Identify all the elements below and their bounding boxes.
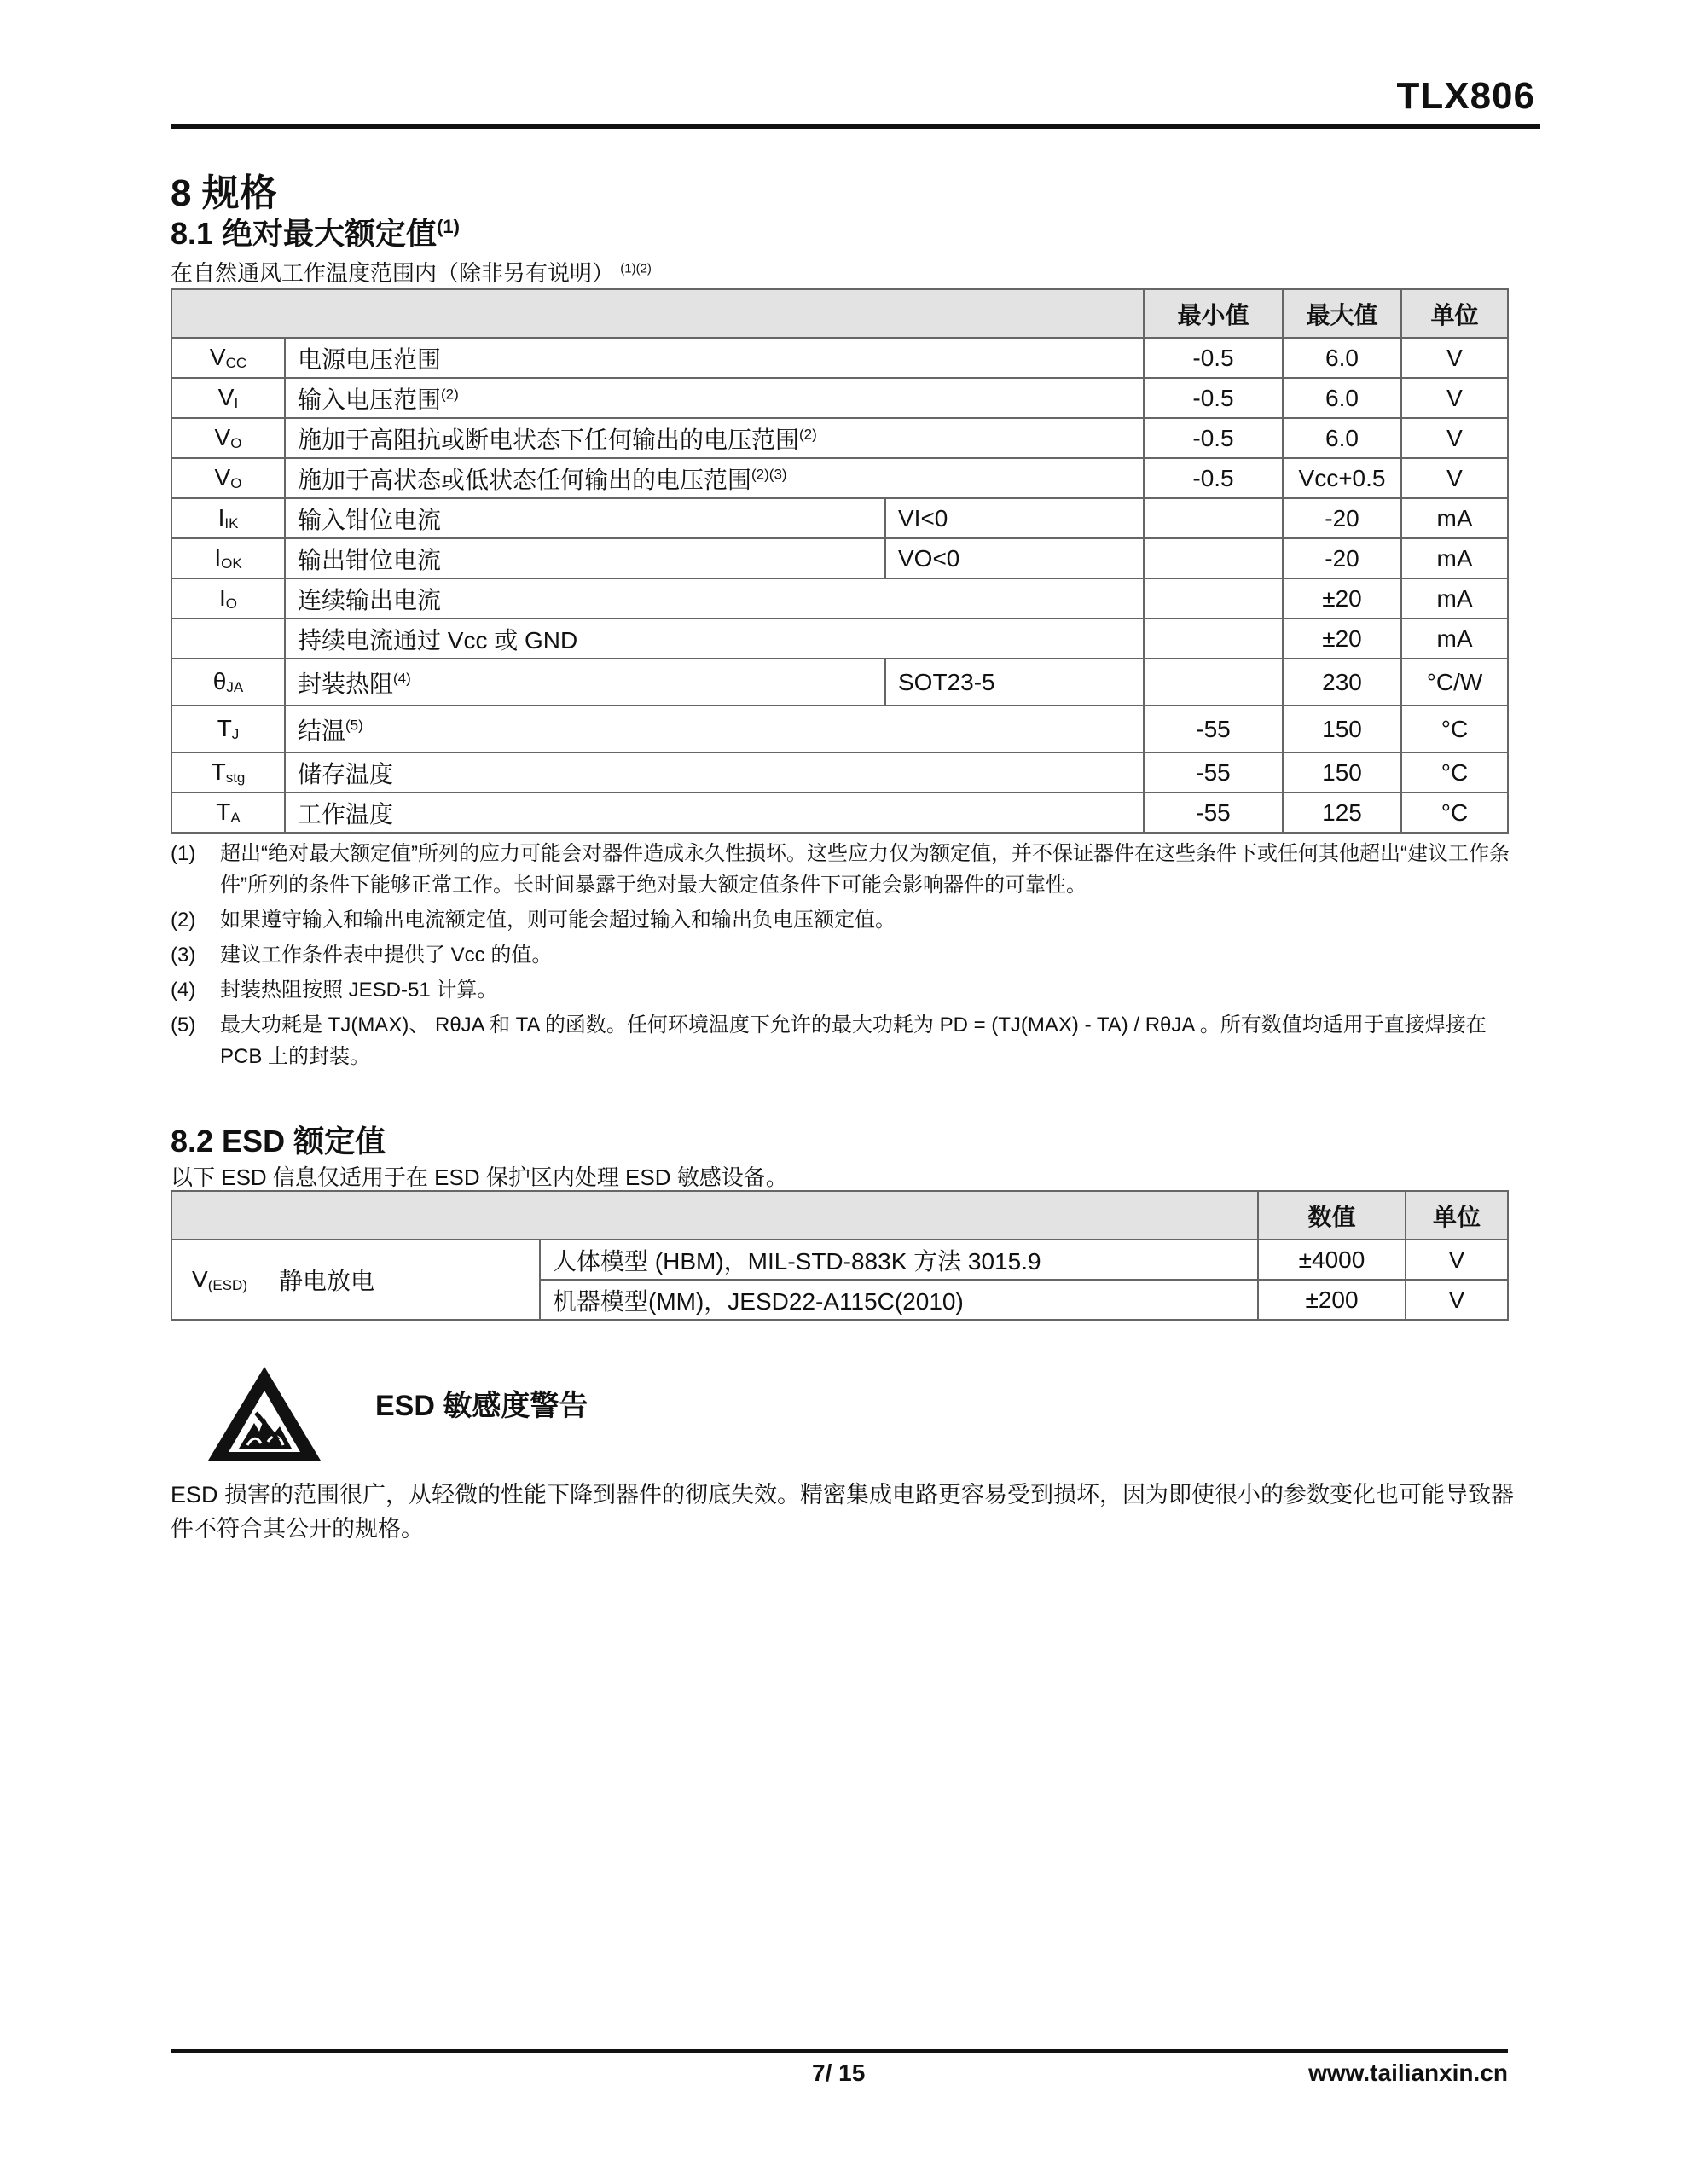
footnote <box>171 838 1518 901</box>
symbol-sub: J <box>231 726 240 742</box>
unit-cell: V <box>1401 418 1508 458</box>
symbol-sub: stg <box>225 770 246 786</box>
unit-cell: mA <box>1401 498 1508 538</box>
param-sup: (2) <box>799 426 817 443</box>
footnote-text: 建议工作条件表中提供了 Vcc 的值。 <box>220 944 553 967</box>
unit-cell: °C <box>1401 752 1508 793</box>
symbol: I <box>217 504 225 531</box>
table-row <box>171 793 1508 833</box>
table-row <box>171 498 1508 538</box>
max-cell: Vcc+0.5 <box>1283 458 1401 498</box>
table-row <box>171 338 1508 378</box>
param-text: 施加于高状态或低状态任何输出的电压范围 <box>298 466 752 493</box>
symbol-cell <box>171 793 285 833</box>
header-cell-blank <box>171 289 1144 338</box>
max-cell: 6.0 <box>1283 378 1401 418</box>
unit-cell: °C/W <box>1401 659 1508 706</box>
param-sup: (2)(3) <box>751 466 787 483</box>
param-sup: (4) <box>393 670 411 687</box>
symbol: I <box>218 584 226 611</box>
param-text: 封装热阻 <box>298 670 394 697</box>
param-sup: (2) <box>441 386 459 403</box>
section-8-1-title-sup: (1) <box>437 216 460 237</box>
unit-cell: V <box>1401 338 1508 378</box>
condition-cell: SOT23-5 <box>885 659 1144 706</box>
param-cell <box>285 418 1144 458</box>
esd-symbol <box>171 1240 267 1320</box>
symbol-sub: O <box>225 595 237 612</box>
symbol: V <box>214 464 231 491</box>
param-text: 持续电流通过 Vcc 或 GND <box>298 626 578 653</box>
table-row <box>171 378 1508 418</box>
table-row <box>171 619 1508 659</box>
min-cell <box>1144 538 1283 578</box>
param-cell <box>285 619 1144 659</box>
unit-cell: mA <box>1401 578 1508 619</box>
header-min: 最小值 <box>1144 289 1283 338</box>
symbol-sub: CC <box>225 355 247 371</box>
param-cell <box>285 706 1144 752</box>
footnote <box>171 904 1518 936</box>
param-cell <box>285 338 1144 378</box>
max-cell: 150 <box>1283 706 1401 752</box>
footnote <box>171 1009 1518 1072</box>
esd-param: 静电放电 <box>267 1240 540 1320</box>
esd-value-mm: ±200 <box>1258 1280 1406 1320</box>
footnote <box>171 974 1518 1006</box>
esd-ratings-table <box>171 1190 1509 1321</box>
symbol: T <box>216 799 231 825</box>
footnote-text: 最大功耗是 TJ(MAX)、 RθJA 和 TA 的函数。任何环境温度下允许的最大功耗为 PD = (TJ(MAX) - TA) / RθJA 。所有数值均适用于直接焊接在 PCB 上的封装。 <box>220 1014 1487 1068</box>
param-text: 工作温度 <box>298 800 394 828</box>
unit-cell: °C <box>1401 793 1508 833</box>
min-cell <box>1144 619 1283 659</box>
param-text: 输入电压范围 <box>298 386 442 413</box>
symbol-cell <box>171 578 285 619</box>
symbol: θ <box>212 668 227 694</box>
param-text: 连续输出电流 <box>298 586 442 613</box>
footnote-number: (5) <box>171 1014 196 1037</box>
header-rule <box>171 124 1540 129</box>
param-cell <box>285 538 885 578</box>
footnote-number: (1) <box>171 842 196 865</box>
symbol-sub: O <box>230 435 242 451</box>
symbol-cell <box>171 706 285 752</box>
param-cell <box>285 752 1144 793</box>
param-cell <box>285 793 1144 833</box>
subtitle-text: 在自然通风工作温度范围内（除非另有说明） <box>171 260 615 286</box>
unit-cell: mA <box>1401 538 1508 578</box>
max-cell: 125 <box>1283 793 1401 833</box>
symbol-sub: A <box>230 810 241 826</box>
footnote-text: 超出“绝对最大额定值”所列的应力可能会对器件造成永久性损坏。这些应力仅为额定值，并不保证器件在这些条件下或任何其他超出“建议工作条件”所列的条件下能够正常工作。长时间暴露于绝对最大额定值条件下可能会影响器件的可靠性。 <box>220 842 1510 897</box>
symbol-cell <box>171 619 285 659</box>
min-cell <box>1144 659 1283 706</box>
param-cell <box>285 578 1144 619</box>
symbol-cell <box>171 418 285 458</box>
max-cell: ±20 <box>1283 578 1401 619</box>
section-8-title: 8 规格 <box>171 172 277 214</box>
max-cell: ±20 <box>1283 619 1401 659</box>
esd-warning-body: ESD 损害的范围很广，从轻微的性能下降到器件的彻底失效。精密集成电路更容易受到损坏，因为即使很小的参数变化也可能导致器件不符合其公开的规格。 <box>171 1482 1515 1542</box>
symbol-cell <box>171 659 285 706</box>
esd-symbol-sub: (ESD) <box>207 1276 247 1293</box>
symbol: T <box>211 758 226 785</box>
header-value: 数值 <box>1258 1191 1406 1240</box>
esd-warning-icon <box>205 1363 324 1464</box>
symbol-sub: O <box>230 475 242 491</box>
symbol: V <box>217 384 235 410</box>
page-number: 7/ 15 <box>812 2059 866 2086</box>
footnote-text: 如果遵守输入和输出电流额定值，则可能会超过输入和输出负电压额定值。 <box>220 909 896 932</box>
table-row <box>171 418 1508 458</box>
param-text: 输入钳位电流 <box>298 506 442 533</box>
table-row <box>171 538 1508 578</box>
esd-warning-title: ESD 敏感度警告 <box>375 1390 588 1422</box>
table-row <box>171 752 1508 793</box>
param-cell <box>285 498 885 538</box>
max-cell: 230 <box>1283 659 1401 706</box>
param-sup: (5) <box>345 717 363 734</box>
symbol-cell <box>171 458 285 498</box>
abs-max-ratings-table <box>171 288 1509 834</box>
unit-cell: °C <box>1401 706 1508 752</box>
esd-unit-mm: V <box>1406 1280 1508 1320</box>
symbol-sub: IK <box>224 515 239 531</box>
footnotes <box>171 838 1518 1076</box>
symbol-cell <box>171 752 285 793</box>
symbol-cell <box>171 498 285 538</box>
max-cell: 6.0 <box>1283 418 1401 458</box>
unit-cell: V <box>1401 458 1508 498</box>
param-text: 输出钳位电流 <box>298 546 442 573</box>
esd-symbol-main: V <box>192 1265 208 1292</box>
param-text: 施加于高阻抗或断电状态下任何输出的电压范围 <box>298 426 800 453</box>
symbol-sub: I <box>234 395 239 411</box>
symbol-sub: JA <box>226 679 244 695</box>
esd-model-mm: 机器模型(MM)，JESD22-A115C(2010) <box>540 1280 1258 1320</box>
table-row <box>171 458 1508 498</box>
table-row <box>171 1240 1508 1280</box>
condition-cell: VO<0 <box>885 538 1144 578</box>
min-cell: -0.5 <box>1144 378 1283 418</box>
max-cell: -20 <box>1283 498 1401 538</box>
table-row <box>171 659 1508 706</box>
esd-model-hbm: 人体模型 (HBM)，MIL-STD-883K 方法 3015.9 <box>540 1240 1258 1280</box>
param-cell <box>285 378 1144 418</box>
table-header-row <box>171 1191 1508 1240</box>
esd-value-hbm: ±4000 <box>1258 1240 1406 1280</box>
min-cell <box>1144 578 1283 619</box>
condition-cell: VI<0 <box>885 498 1144 538</box>
symbol-cell <box>171 338 285 378</box>
min-cell: -55 <box>1144 752 1283 793</box>
section-8-1-title-text: 8.1 绝对最大额定值 <box>171 216 438 251</box>
doc-title: TLX806 <box>1396 75 1535 117</box>
header-cell-blank <box>171 1191 1258 1240</box>
footnote-number: (3) <box>171 944 196 967</box>
symbol: I <box>214 544 222 571</box>
symbol: V <box>214 424 231 450</box>
symbol-sub: OK <box>221 555 242 572</box>
min-cell <box>1144 498 1283 538</box>
footer-rule <box>171 2049 1508 2053</box>
section-8-1-title <box>171 210 460 253</box>
param-text: 储存温度 <box>298 760 394 787</box>
param-text: 电源电压范围 <box>298 346 442 373</box>
esd-unit-hbm: V <box>1406 1240 1508 1280</box>
section-8-1-subtitle <box>171 256 652 288</box>
footnote-number: (2) <box>171 909 196 932</box>
max-cell: -20 <box>1283 538 1401 578</box>
footnote-number: (4) <box>171 979 196 1002</box>
min-cell: -55 <box>1144 706 1283 752</box>
min-cell: -55 <box>1144 793 1283 833</box>
footnote <box>171 939 1518 971</box>
param-text: 结温 <box>298 717 346 744</box>
footnote-text: 封装热阻按照 JESD-51 计算。 <box>220 979 498 1002</box>
subtitle-sup: (1)(2) <box>620 261 652 276</box>
website-link[interactable]: www.tailianxin.cn <box>1308 2059 1508 2086</box>
symbol: V <box>209 344 226 370</box>
section-8-2-subtitle: 以下 ESD 信息仅适用于在 ESD 保护区内处理 ESD 敏感设备。 <box>171 1165 788 1190</box>
param-cell <box>285 659 885 706</box>
table-header-row <box>171 289 1508 338</box>
unit-cell: V <box>1401 378 1508 418</box>
header-max: 最大值 <box>1283 289 1401 338</box>
symbol-cell <box>171 378 285 418</box>
table-row <box>171 578 1508 619</box>
unit-cell: mA <box>1401 619 1508 659</box>
header-unit: 单位 <box>1401 289 1508 338</box>
min-cell: -0.5 <box>1144 338 1283 378</box>
table-row <box>171 706 1508 752</box>
max-cell: 150 <box>1283 752 1401 793</box>
symbol: T <box>217 715 232 741</box>
min-cell: -0.5 <box>1144 458 1283 498</box>
header-unit: 单位 <box>1406 1191 1508 1240</box>
section-8-2-title: 8.2 ESD 额定值 <box>171 1124 386 1159</box>
param-cell <box>285 458 1144 498</box>
max-cell: 6.0 <box>1283 338 1401 378</box>
min-cell: -0.5 <box>1144 418 1283 458</box>
symbol-cell <box>171 538 285 578</box>
